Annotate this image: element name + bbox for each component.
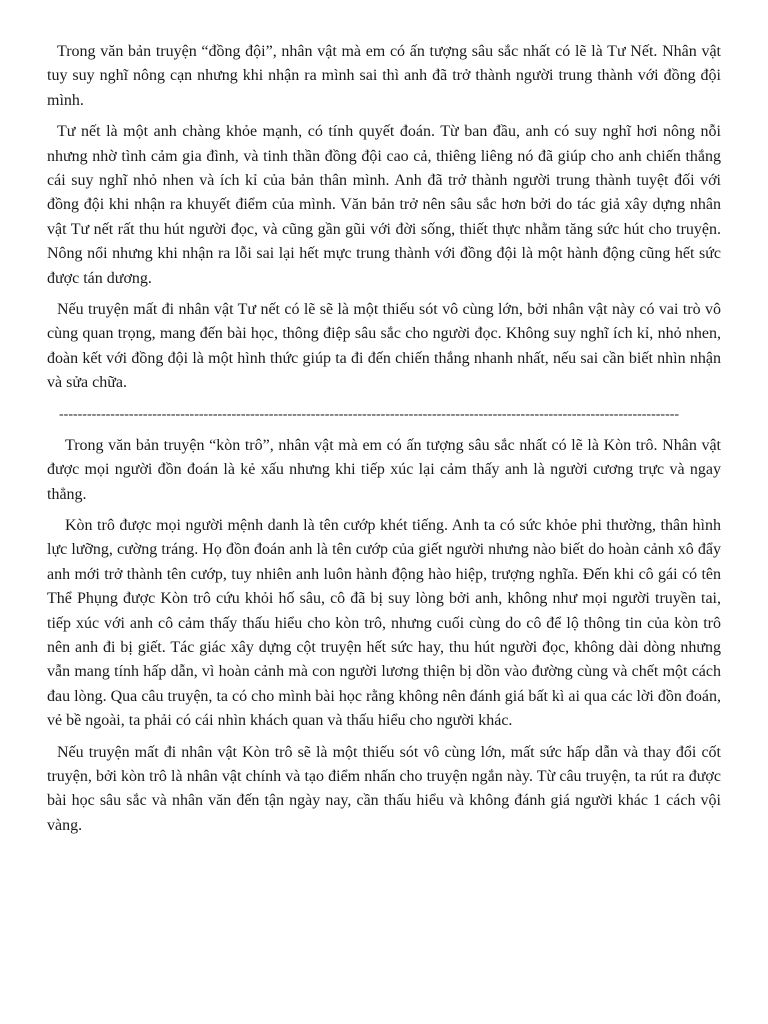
section-tu-net	[47, 40, 721, 396]
section-kon-tro	[47, 434, 721, 839]
paragraph: Trong văn bản truyện “đồng đội”, nhân vật mà em có ấn tượng sâu sắc nhất có lẽ là Tư Nết. Nhân vật tuy suy nghĩ nông cạn nhưng khi nhận ra mình sai thì anh đã trở thành người trung thành với đồng đội mình.	[47, 43, 721, 109]
paragraph: Kòn trô được mọi người mệnh danh là tên cướp khét tiếng. Anh ta có sức khỏe phi thường, thân hình lực lưỡng, cường tráng. Họ đồn đoán anh là tên cướp của giết người nhưng nào biết do hoàn cảnh xô đẩy anh mới trở thành tên cướp, tuy nhiên anh luôn hành động hào hiệp, trượng nghĩa. Đến khi cô gái có tên Thể Phụng được Kòn trô cứu khỏi hố sâu, cô đã bị suy lòng bởi anh, không như mọi người truyền tai, tiếp xúc với anh cô cảm thấy thấu hiểu cho kòn trô, nhưng cuối cùng do cô để lộ thông tin của kòn trô nên anh đi bị giết. Tác giác xây dựng cột truyện hết sức hay, thu hút người đọc, không dài dòng nhưng vẫn mang tính hấp dẫn, vì hoàn cảnh mà con người lương thiện bị dồn vào đường cùng và chết một cách đau lòng. Qua câu truyện, ta có cho mình bài học rằng không nên đánh giá bất kì ai qua các lời đồn đoán, vẻ bề ngoài, ta phải có cái nhìn khách quan và thấu hiểu cho người khác.	[47, 516, 721, 730]
paragraph: Nếu truyện mất đi nhân vật Tư nết có lẽ sẽ là một thiếu sót vô cùng lớn, bởi nhân vật này có vai trò vô cùng quan trọng, mang đến bài học, thông điệp sâu sắc cho người đọc. Không suy nghĩ ích kỉ, nhỏ nhen, đoàn kết với đồng đội là một hình thức giúp ta đi đến chiến thắng nhanh nhất, nếu sai cần biết nhìn nhận và sửa chữa.	[47, 301, 721, 392]
paragraph: Tư nết là một anh chàng khỏe mạnh, có tính quyết đoán. Từ ban đầu, anh có suy nghĩ hơi nông nỗi nhưng nhờ tình cảm gia đình, và tinh thần đồng đội cao cả, thiêng liêng nó đã giúp cho anh chiến thắng cái suy nghĩ nhỏ nhen và ích kỉ của bản thân mình. Anh đã trở thành người trung thành tuyệt đối với đồng đội khi nhận ra khuyết điểm của mình. Văn bản trở nên sâu sắc hơn bởi do tác giả xây dựng nhân vật Tư nết rất thu hút người đọc, và cũng gần gũi với đời sống, thiết thực nhằm tăng sức hút cho truyện. Nông nổi nhưng khi nhận ra lỗi sai lại hết mực trung thành với đồng đội là một hành động cũng hết sức được tán dương.	[47, 123, 721, 287]
section-divider: -------------------------------------------------------------------------------------------------------------------------------------	[59, 406, 680, 422]
paragraph: Trong văn bản truyện “kòn trô”, nhân vật mà em có ấn tượng sâu sắc nhất có lẽ là Kòn trô. Nhân vật được mọi người đồn đoán là kẻ xấu nhưng khi tiếp xúc lại cảm thấy anh là người cương trực và ngay thẳng.	[47, 436, 721, 503]
paragraph: Nếu truyện mất đi nhân vật Kòn trô sẽ là một thiếu sót vô cùng lớn, mất sức hấp dẫn và thay đổi cốt truyện, bởi kòn trô là nhân vật chính và tạo điểm nhấn cho truyện ngắn này. Từ câu truyện, ta rút ra được bài học sâu sắc và nhân văn đến tận ngày nay, cần thấu hiểu và không đánh giá người khác 1 cách vội vàng.	[47, 743, 721, 834]
document-page	[47, 40, 721, 845]
